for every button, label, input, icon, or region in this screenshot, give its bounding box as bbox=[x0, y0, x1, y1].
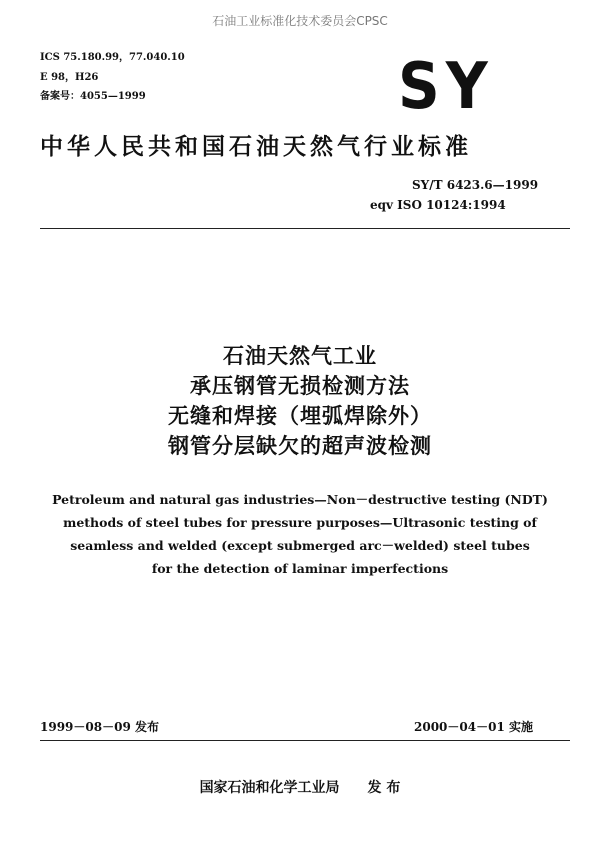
publisher: 国家石油和化学工业局 发 布 bbox=[199, 780, 401, 796]
title-cn-line: 无缝和焊接（埋弧焊除外） bbox=[168, 404, 432, 428]
issue-date: 1999－08－09 发布 bbox=[40, 720, 159, 734]
title-cn-line: 石油天然气工业 bbox=[223, 344, 377, 368]
divider bbox=[40, 228, 570, 229]
title-en-line: for the detection of laminar imperfections bbox=[151, 561, 449, 576]
divider bbox=[40, 740, 570, 741]
sy-logo: SY bbox=[398, 48, 494, 124]
title-en-line: seamless and welded (except submerged arc－welded) steel tubes bbox=[70, 538, 530, 553]
record-number: 备案号：4055—1999 bbox=[40, 91, 146, 102]
national-standard-title: 中华人民共和国石油天然气行业标准 bbox=[40, 134, 472, 160]
title-en-line: Petroleum and natural gas industries—Non－destructive testing (NDT) bbox=[52, 492, 548, 507]
standard-code: SY/T 6423.6—1999 bbox=[412, 178, 539, 192]
ics-code: ICS 75.180.99，77.040.10 bbox=[40, 52, 185, 63]
title-en-line: methods of steel tubes for pressure purposes—Ultrasonic testing of bbox=[63, 515, 537, 530]
title-cn-line: 钢管分层缺欠的超声波检测 bbox=[168, 434, 432, 458]
classification-code: E 98，H26 bbox=[40, 72, 99, 83]
title-cn-line: 承压钢管无损检测方法 bbox=[190, 374, 410, 398]
effective-date: 2000－04－01 实施 bbox=[414, 720, 533, 734]
watermark: 石油工业标准化技术委员会CPSC bbox=[212, 14, 388, 28]
equivalent-standard: eqv ISO 10124:1994 bbox=[370, 198, 506, 212]
